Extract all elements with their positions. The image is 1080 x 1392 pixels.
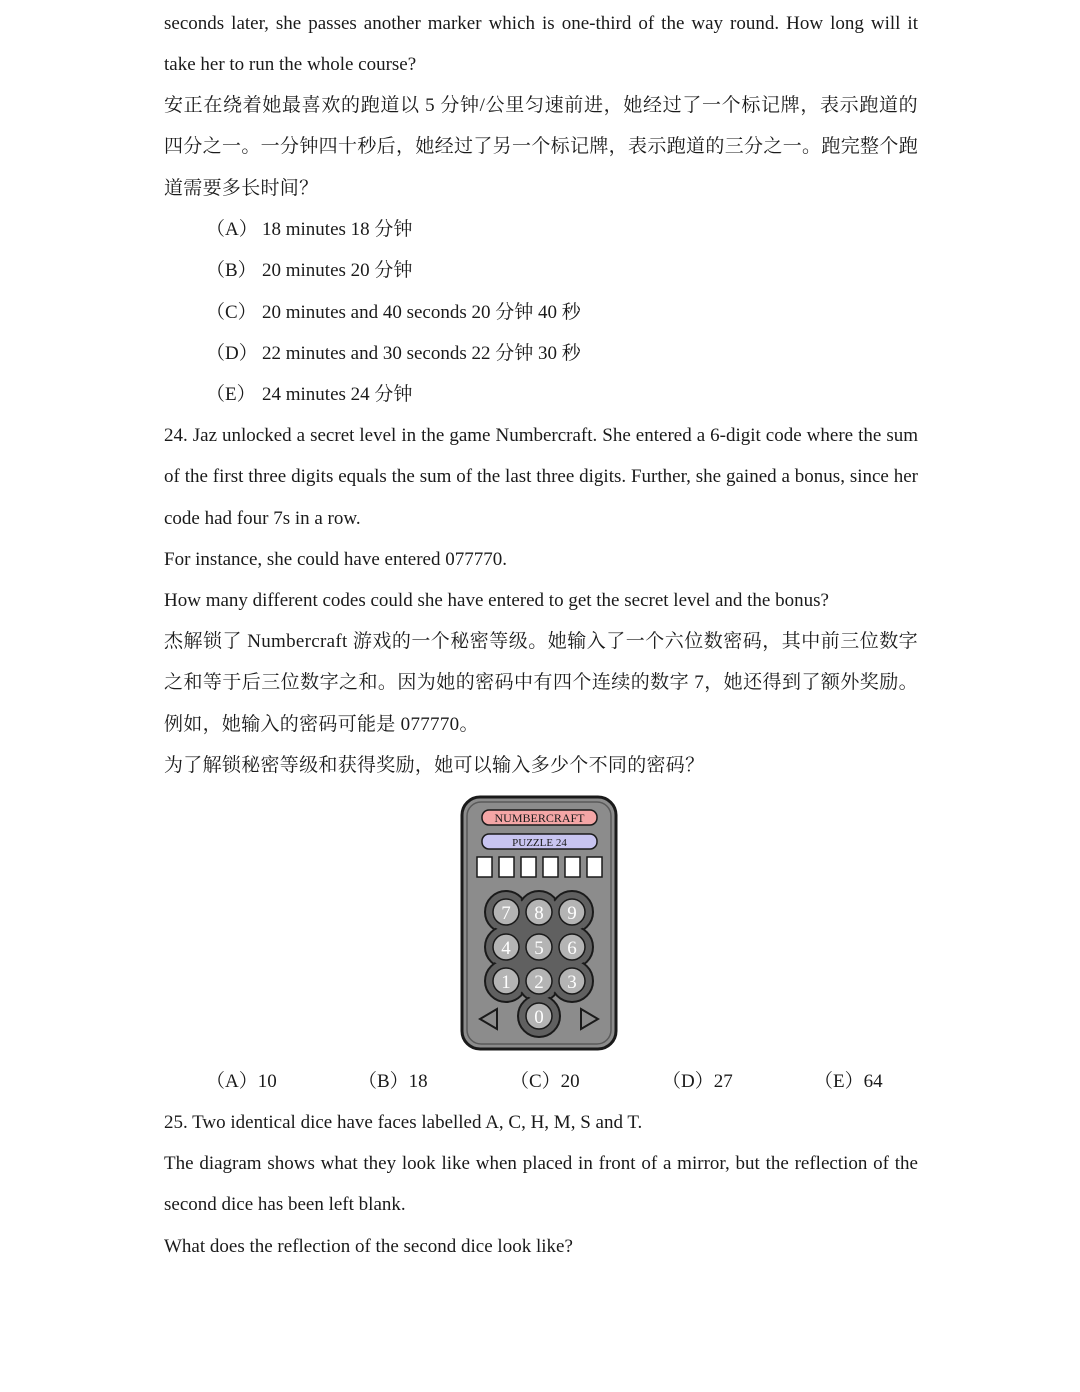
- q25-text-en-2: The diagram shows what they look like when placed in front of a mirror, but the reflection of the second dice has been left blank.: [164, 1153, 918, 1216]
- code-slot-1: [477, 857, 492, 877]
- code-slot-6: [587, 857, 602, 877]
- q23-option-c: （C） 20 minutes and 40 seconds 20 分钟 40 秒: [206, 301, 581, 323]
- key-label-1: 1: [501, 972, 511, 993]
- q24-option-e: （E）64: [814, 1071, 883, 1092]
- key-label-0: 0: [534, 1007, 544, 1028]
- q24-text-cn: 杰解锁了 Numbercraft 游戏的一个秘密等级。她输入了一个六位数密码，其中前三位数字之和等于后三位数字之和。因为她的密码中有四个连续的数字 7，她还得到了额外奖励。例如，她输入的密码可能是 077770。: [164, 631, 918, 735]
- q23-option-b: （B） 20 minutes 20 分钟: [206, 260, 413, 282]
- q23-text-en: seconds later, she passes another marker which is one-third of the way round. How long will it take her to run the whole course?: [164, 13, 918, 76]
- q23-text-cn: 安正在绕着她最喜欢的跑道以 5 分钟/公里匀速前进，她经过了一个标记牌，表示跑道的四分之一。一分钟四十秒后，她经过了另一个标记牌，表示跑道的三分之一。跑完整个跑道需要多长时间？: [164, 95, 918, 199]
- code-slot-4: [543, 857, 558, 877]
- key-label-9: 9: [567, 903, 577, 924]
- key-label-2: 2: [534, 972, 544, 993]
- q25-text-en: 25. Two identical dice have faces labelled A, C, H, M, S and T.: [164, 1112, 643, 1133]
- code-slot-5: [565, 857, 580, 877]
- q23-option-d: （D） 22 minutes and 30 seconds 22 分钟 30 秒: [206, 342, 581, 364]
- q24-option-c: （C）20: [510, 1071, 580, 1092]
- q24-options: [206, 1061, 946, 1102]
- key-label-4: 4: [501, 938, 511, 959]
- device-title: NUMBERCRAFT: [494, 811, 585, 825]
- key-label-6: 6: [567, 938, 577, 959]
- numbercraft-device: [460, 795, 620, 1053]
- numbercraft-device-figure: [460, 795, 620, 1053]
- device-subtitle: PUZZLE 24: [512, 837, 567, 849]
- code-slot-2: [499, 857, 514, 877]
- q24-text-en: 24. Jaz unlocked a secret level in the game Numbercraft. She entered a 6-digit code where the sum of the first three digits equals the sum of the last three digits. Further, she gained a bonus, since her code had four 7s in a row.: [164, 425, 918, 529]
- key-label-8: 8: [534, 903, 544, 924]
- q25-question-en: What does the reflection of the second dice look like?: [164, 1236, 573, 1257]
- q24-question-cn: 为了解锁秘密等级和获得奖励，她可以输入多少个不同的密码？: [164, 755, 705, 776]
- q23-options: [206, 209, 581, 415]
- key-label-7: 7: [501, 903, 511, 924]
- q24-question-en: How many different codes could she have entered to get the secret level and the bonus?: [164, 590, 829, 611]
- q23-option-a: （A） 18 minutes 18 分钟: [206, 219, 413, 240]
- key-label-3: 3: [567, 972, 577, 993]
- q24-example-en: For instance, she could have entered 077770.: [164, 549, 507, 570]
- code-slot-3: [521, 857, 536, 877]
- q24-option-d: （D）27: [662, 1071, 733, 1092]
- q24-option-a: （A）10: [206, 1071, 277, 1092]
- key-label-5: 5: [534, 938, 544, 959]
- q24-option-b: （B）18: [358, 1071, 428, 1092]
- q23-option-e: （E） 24 minutes 24 分钟: [206, 384, 413, 406]
